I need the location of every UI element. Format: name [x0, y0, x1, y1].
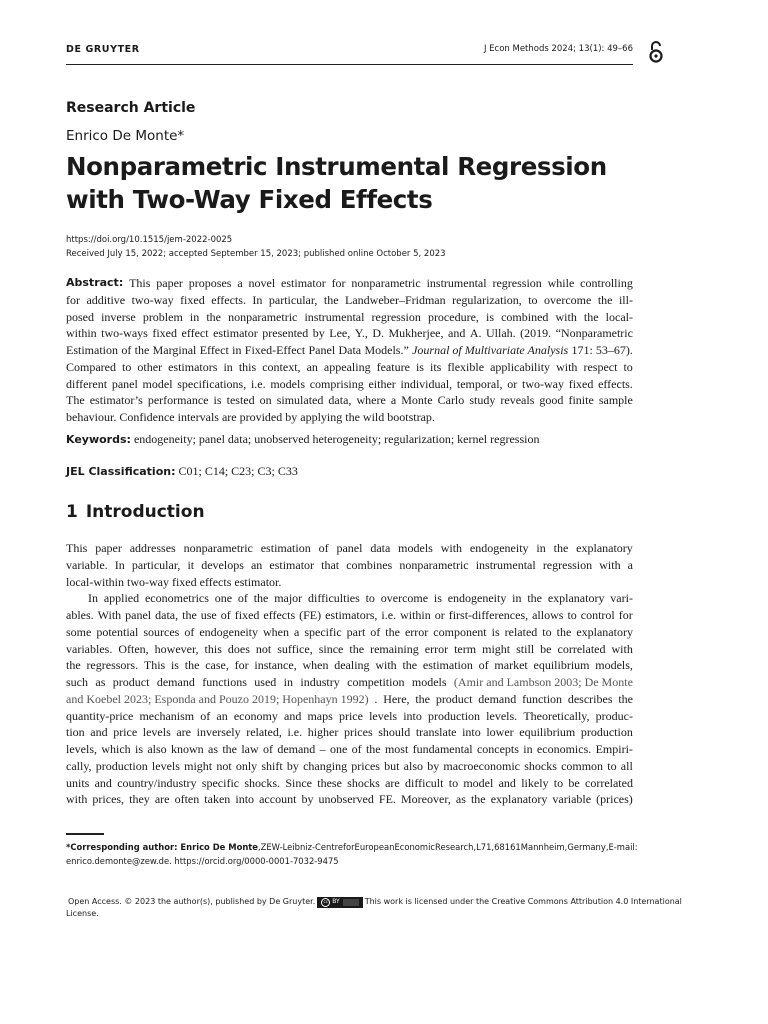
doi-link[interactable]: https://doi.org/10.1515/jem-2022-0025	[66, 235, 233, 245]
journal-name: Journal of Multivariate Analysis	[412, 343, 569, 357]
license-text: Open Access. © 2023 the author(s), published by De Gruyter.	[68, 897, 316, 906]
journal-volume: 171: 53–67).	[571, 343, 633, 357]
body-line: In applied econometrics one of the major difficulties to overcome is endogeneity in the explanatory vari-	[88, 591, 633, 606]
body-line: tion and price levels are inversely related, i.e. higher prices should translate into lower equilibrium production	[66, 725, 633, 740]
running-header	[66, 42, 633, 65]
footnote-line: *Corresponding author: Enrico De Monte , ZEW-Leibniz-Centre for European Economic Research, L7 1, 68161 Mannheim, Germany, E-mail:	[66, 842, 638, 852]
license-text: This work is licensed under the Creative Commons Attribution 4.0 International	[364, 897, 682, 906]
abstract-line: posed inverse problem in the nonparametric instrumental regression procedure, is combined with the local-	[66, 309, 633, 324]
introduction-body	[66, 540, 633, 808]
citation-link[interactable]: and Koebel 2023; Esponda and Pouzo 2019; Hopenhayn 1992)	[66, 691, 369, 706]
body-line: the regressors. This is the case, for instance, when dealing with the estimation of market equilibrium models,	[66, 658, 633, 673]
corresponding-author-label: *Corresponding author: Enrico De Monte	[66, 842, 258, 852]
keywords-text: endogeneity; panel data; unobserved heterogeneity; regularization; kernel regression	[133, 432, 540, 446]
body-line: local-within two-way fixed effects estimator.	[66, 574, 282, 589]
license-line	[66, 896, 682, 908]
jel-label: JEL Classification:	[66, 465, 176, 478]
body-line: and Koebel 2023; Esponda and Pouzo 2019; Hopenhayn 1992) . Here, the product demand function describes the	[66, 691, 633, 706]
body-line: some potential sources of endogeneity when a specific part of the error component is related to the explanatory	[66, 624, 633, 639]
abstract-line: Estimation of the Marginal Effect in Fixed-Effect Panel Data Models.” Journal of Multivariate Analysis 171: 53–67).	[66, 343, 633, 357]
corresponding-author-footnote	[66, 840, 638, 868]
cc-badge-label: BY	[332, 898, 340, 905]
body-line: such as product demand functions used in industry competition models (Amir and Lambson 2003; De Monte	[66, 675, 633, 689]
body-line: This paper addresses nonparametric estimation of panel data models with endogeneity in the explanatory	[66, 541, 633, 555]
publication-dates: Received July 15, 2022; accepted September 15, 2023; published online October 5, 2023	[66, 249, 446, 259]
abstract-label: Abstract:	[66, 276, 124, 289]
abstract-line: for additive two-way fixed effects. In particular, the Landweber–Fridman regularization, to overcome the ill-	[66, 292, 633, 307]
body-line: with prices, they are often taken into account by unobserved FE. Moreover, as the explanatory variable (prices)	[66, 792, 633, 807]
body-line: levels, which is also known as the law of demand – one of the most fundamental concepts in economics. Empiri-	[66, 742, 633, 756]
body-line: variable. In particular, it develops an estimator that combines nonparametric instrumental regression with a	[66, 557, 633, 572]
body-line: variables. Often, however, this does not suffice, since the remaining error term might still be correlated with	[66, 641, 633, 656]
section-title: Introduction	[85, 502, 205, 522]
author-name: Enrico De Monte*	[66, 128, 185, 144]
body-line: cally, production levels might not only shift by changing prices but also by macroeconomic shocks common to all	[66, 758, 633, 773]
jel-codes: C01; C14; C23; C3; C33	[178, 464, 298, 478]
abstract	[66, 275, 633, 426]
footnote-rule	[66, 833, 104, 835]
section-number: 1	[66, 502, 78, 522]
publisher-name: DE GRUYTER	[66, 44, 140, 55]
keywords-label: Keywords:	[66, 433, 131, 446]
citation-link[interactable]: (Amir and Lambson 2003; De Monte	[453, 675, 633, 689]
section-heading	[66, 502, 205, 522]
article-type: Research Article	[66, 100, 196, 116]
abstract-line: different panel model specifications, i.e. models comprising either individual, temporal, or two-way fixed effects.	[66, 376, 633, 391]
cc-by-badge-icon[interactable]: cc BY	[317, 897, 362, 908]
abstract-line: behaviour. Confidence intervals are provided by applying the wild bootstrap.	[66, 410, 435, 424]
license-line: License.	[66, 909, 99, 918]
body-line: units and country/industry specific shocks. Since these shocks are difficult to model and likely to be correlated	[66, 775, 633, 790]
abstract-line: Abstract: This paper proposes a novel estimator for nonparametric instrumental regression while controlling	[66, 276, 633, 290]
journal-reference: J Econ Methods 2024; 13(1): 49–66	[483, 44, 633, 54]
jel-classification	[66, 464, 298, 479]
keywords	[66, 432, 539, 447]
title-line: with Two-Way Fixed Effects	[66, 185, 433, 214]
title-line: Nonparametric Instrumental Regression	[66, 152, 607, 181]
license-notice	[66, 896, 682, 920]
body-line: ables. With panel data, the use of fixed effects (FE) estimators, i.e. within or first-differences, allows to control for	[66, 608, 633, 622]
footnote-contact[interactable]: enrico.demonte@zew.de. https://orcid.org/0000-0001-7032-9475	[66, 856, 339, 866]
body-line: quantity-price mechanism of an economy and maps price levels into production levels. Theoretically, produc-	[66, 708, 633, 723]
abstract-line: The estimator’s performance is tested on simulated data, where a Monte Carlo study reveals good finite sample	[66, 393, 633, 408]
abstract-line: Compared to other estimators in this context, an appealing feature is its flexible applicability with respect to	[66, 359, 633, 374]
article-title	[66, 150, 646, 216]
open-access-lock-icon	[648, 40, 664, 64]
abstract-line: within two-ways fixed effect estimator presented by Lee, Y., D. Mukherjee, and A. Ullah. (2019. “Nonparametric	[66, 326, 633, 341]
